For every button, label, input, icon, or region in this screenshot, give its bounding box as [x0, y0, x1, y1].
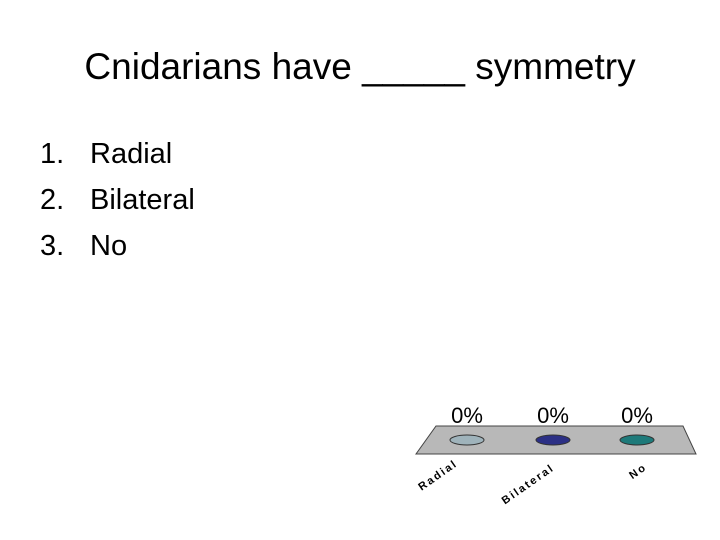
chart-data-label: 0% [621, 403, 653, 428]
chart-category-label: Bilateral [499, 462, 557, 508]
option-number: 3. [40, 230, 65, 262]
slide-title: Cnidarians have _____ symmetry [84, 46, 636, 87]
option-number: 2. [40, 184, 65, 216]
chart-category-label: No [627, 461, 650, 482]
chart-data-label: 0% [451, 403, 483, 428]
chart-category-label: Radial [416, 457, 461, 494]
chart-bar-top [450, 435, 484, 445]
chart-bar-top [620, 435, 654, 445]
option-label: Radial [90, 138, 173, 170]
chart-data-label: 0% [537, 403, 569, 428]
option-number: 1. [40, 138, 65, 170]
chart-bar-top [536, 435, 570, 445]
option-label: Bilateral [90, 184, 195, 216]
option-label: No [90, 230, 128, 262]
